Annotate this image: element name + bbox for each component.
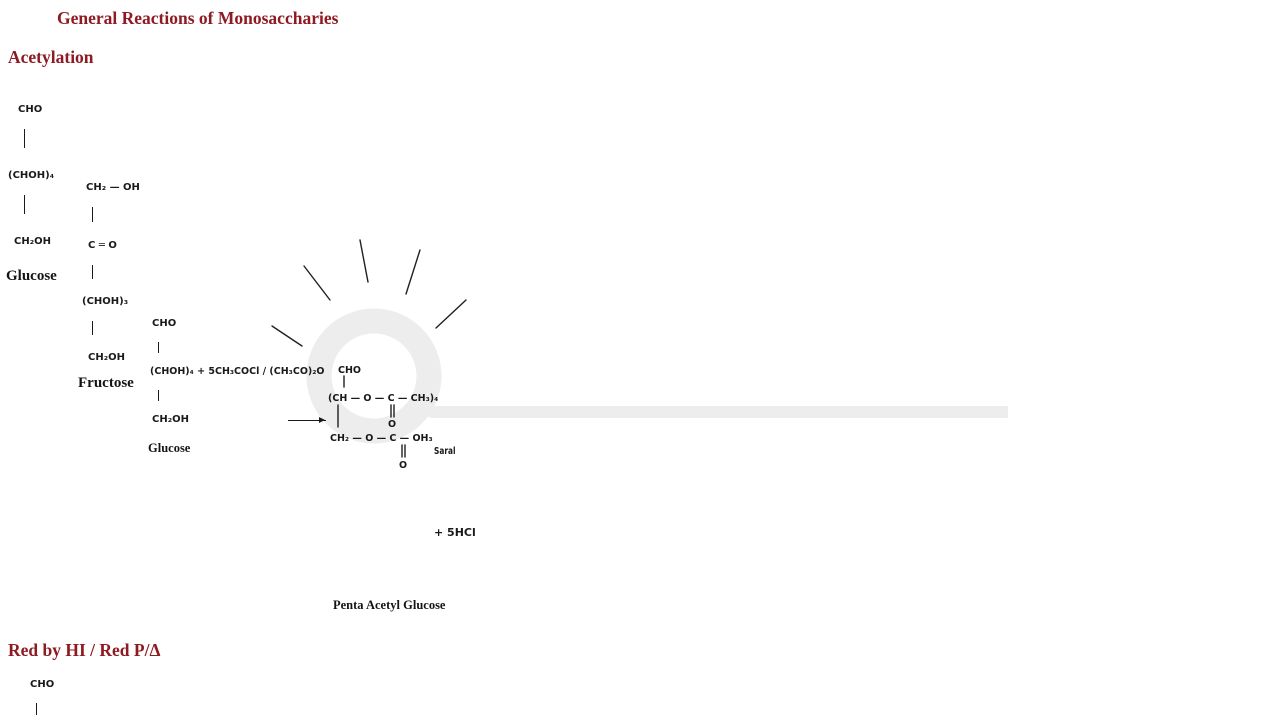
heading-acetylation: Acetylation [8,47,94,67]
formula-text: CHO [338,365,361,376]
glucose-chain-line: (CHOH)₄ [8,170,55,181]
page-title: General Reactions of Monosaccharies [57,8,339,28]
heading-red-hi: Red by HI / Red P/Δ [8,640,161,660]
glucose-label: Glucose [148,441,191,455]
fructose-chain-line: CH₂OH [88,352,125,363]
penta-acetyl-structure [328,361,493,473]
glucose-chain-line: CH₂OH [14,236,51,247]
bond [92,207,93,222]
formula-text: O [388,419,397,430]
glucose-chain-line: CHO [152,318,177,329]
glucose-chain-line: CH₂OH [152,414,189,425]
fructose-chain-line: C ═ O [88,240,117,251]
fructose-chain-line: CH₂ — OH [86,182,140,193]
bond [158,342,159,353]
reaction-arrow [288,420,326,421]
watermark-text: Saral [434,446,456,458]
bond [92,321,93,335]
glucose-chain-line: CHO [30,679,55,690]
bond [158,390,159,401]
glucose-label: Glucose [6,268,57,284]
bond [92,265,93,279]
bond [24,195,25,214]
reagent-line: (CHOH)₄ + 5CH₃COCl / (CH₃CO)₂O [150,366,325,377]
fructose-label: Fructose [78,375,134,391]
glucose-chain-line: CHO [18,104,43,115]
bond [24,129,25,148]
bond [36,703,37,715]
fructose-chain-line: (CHOH)₃ [82,296,129,307]
formula-text: (CH — O — C — CH₃)₄ [328,393,439,404]
byproduct-text: + 5HCl [434,526,476,539]
formula-text: CH₂ — O — C — OH₃ [330,433,433,444]
formula-text: O [399,460,408,471]
penta-acetyl-label: Penta Acetyl Glucose [333,598,446,612]
